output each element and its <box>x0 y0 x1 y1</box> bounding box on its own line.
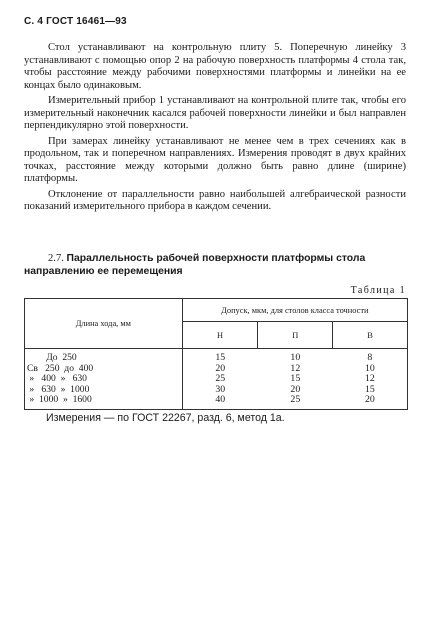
column-header-length: Длина хода, мм <box>25 299 183 349</box>
cell-value: 15 <box>364 383 375 395</box>
cell-value: 20 <box>215 362 226 374</box>
row-length: До 250 <box>25 349 183 364</box>
page-header: С. 4 ГОСТ 16461—93 <box>24 16 127 27</box>
column-header-class-n: Н <box>182 322 258 349</box>
cell-value: 25 <box>290 394 301 405</box>
cell-value: 20 <box>290 383 301 395</box>
cell-value: 15 <box>290 373 301 384</box>
section-heading <box>24 252 408 278</box>
table-caption: Таблица 1 <box>350 285 406 296</box>
row-length: » 630 » 1000 <box>25 385 183 396</box>
paragraph: Измерительный прибор 1 устанавливают на контрольной плите так, чтобы его измерительный наконечник касался рабочей поверхности линейки и был направлен перпендикулярно этой поверхности. <box>24 95 406 131</box>
measurement-note: Измерения — по ГОСТ 22267, разд. 6, метод 1а. <box>46 412 285 424</box>
column-group-header: Допуск, мкм, для столов класса точности <box>182 299 407 322</box>
paragraph: Стол устанавливают на контрольную плиту 5. Поперечную линейку 3 устанавливают с помощью опор 2 на рабочую поверхность платформы 4 стола так, чтобы расстояние между рабочими поверхностями платформы и линейки на ее концах было одинаковым. <box>24 42 406 91</box>
cell-value: 30 <box>215 383 226 395</box>
paragraph: При замерах линейку устанавливают не менее чем в трех сечениях как в продольном, так и поперечном направлениях. Измерения проводят в двух крайних точках, расстояние между которыми должно быть равно длине (ширине) платформы. <box>24 135 406 184</box>
cell-value: 12 <box>290 362 301 374</box>
cell-value: 12 <box>364 373 375 384</box>
body-text <box>24 42 406 217</box>
table-row <box>25 349 408 364</box>
cell-value: 40 <box>215 394 226 405</box>
section-title: Параллельность рабочей поверхности платформы стола направлению ее перемещения <box>24 253 366 277</box>
cell-value: 15 <box>215 352 226 363</box>
row-length: Св 250 до 400 <box>25 364 183 375</box>
column-header-class-v: В <box>333 322 408 349</box>
table-row <box>25 395 408 409</box>
row-length: » 400 » 630 <box>25 374 183 385</box>
table-row <box>25 374 408 385</box>
section-number: 2.7. <box>48 253 64 264</box>
cell-value: 8 <box>367 352 373 363</box>
row-length: » 1000 » 1600 <box>25 395 183 409</box>
cell-value: 10 <box>364 362 375 374</box>
paragraph: Отклонение от параллельности равно наибольшей алгебраической разности показаний измерительного прибора в каждом сечении. <box>24 188 406 212</box>
cell-value: 10 <box>290 352 301 363</box>
column-header-class-p: П <box>258 322 333 349</box>
cell-value: 20 <box>364 394 375 405</box>
tolerance-table <box>24 298 408 410</box>
cell-value: 25 <box>215 373 226 384</box>
